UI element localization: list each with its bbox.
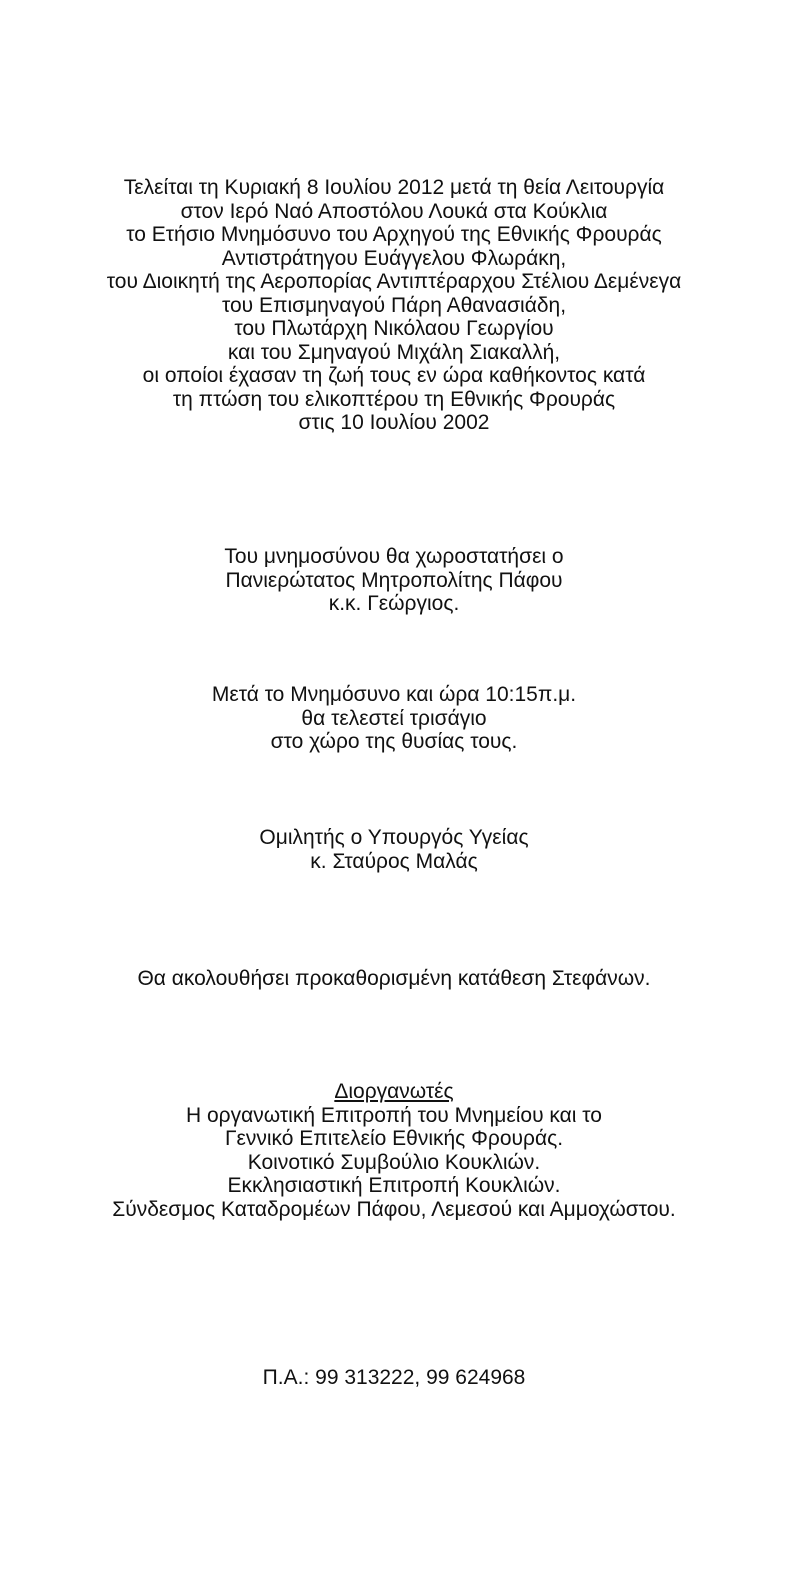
trisagion-line: θα τελεστεί τρισάγιο [301,706,487,730]
organizer-line: Η οργανωτική Επιτροπή του Μνημείου και το [186,1103,602,1127]
wreath-laying-text: Θα ακολουθήσει προκαθορισμένη κατάθεση Στεφάνων. [137,967,651,990]
announcement-line: Τελείται τη Κυριακή 8 Ιουλίου 2012 μετά τη θεία Λειτουργία [123,176,665,199]
officiant-line: Πανιερώτατος Μητροπολίτης Πάφου [225,568,563,592]
announcement-line: Αντιστράτηγου Ευάγγελου Φλωράκη, [221,246,567,270]
announcement-line: το Ετήσιο Μνημόσυνο του Αρχηγού της Εθνικής Φρουράς [126,223,662,246]
announcement-line: στον Ιερό Ναό Αποστόλου Λουκά στα Κούκλια [180,199,608,223]
announcement-line: του Πλωτάρχη Νικόλαου Γεωργίου [234,317,554,340]
organizer-line: Γεννικό Επιτελείο Εθνικής Φρουράς. [224,1127,564,1150]
announcement-line: του Διοικητή της Αεροπορίας Αντιπτέραρχου Στέλιου Δεμένεγα [106,270,682,293]
speaker-section [0,826,788,873]
speaker-line: κ. Σταύρος Μαλάς [310,849,478,873]
announcement-line: του Επισμηναγού Πάρη Αθανασιάδη, [221,293,567,317]
trisagion-line: στο χώρο της θυσίας τους. [270,730,518,753]
announcement-line: στις 10 Ιουλίου 2002 [298,411,490,434]
announcement-line: και του Σμηναγού Μιχάλη Σιακαλλή, [227,340,561,364]
announcement-line: τη πτώση του ελικοπτέρου τη Εθνικής Φρουράς [172,387,616,411]
contact-phones: Π.Α.: 99 313222, 99 624968 [262,1366,526,1389]
trisagion-line: Μετά το Μνημόσυνο και ώρα 10:15π.μ. [211,683,577,706]
officiant-line: κ.κ. Γεώργιος. [328,592,460,615]
organizer-line: Εκκλησιαστική Επιτροπή Κουκλιών. [227,1174,561,1197]
organizer-line: Σύνδεσμος Καταδρομέων Πάφου, Λεμεσού και Αμμοχώστου. [112,1197,676,1221]
announcement-line: οι οποίοι έχασαν τη ζωή τους εν ώρα καθήκοντος κατά [142,364,646,387]
officiant-line: Του μνημοσύνου θα χωροστατήσει ο [224,545,564,568]
organizers-heading: Διοργανωτές [334,1080,454,1103]
speaker-line: Ομιλητής ο Υπουργός Υγείας [259,826,529,849]
trisagion-section [0,683,788,754]
organizers-section [0,1080,788,1221]
wreath-laying-section [0,967,788,991]
organizer-line: Κοινοτικό Συμβούλιο Κουκλιών. [247,1150,541,1174]
officiant-section [0,545,788,616]
memorial-announcement [0,176,788,435]
contact-section [0,1366,788,1390]
